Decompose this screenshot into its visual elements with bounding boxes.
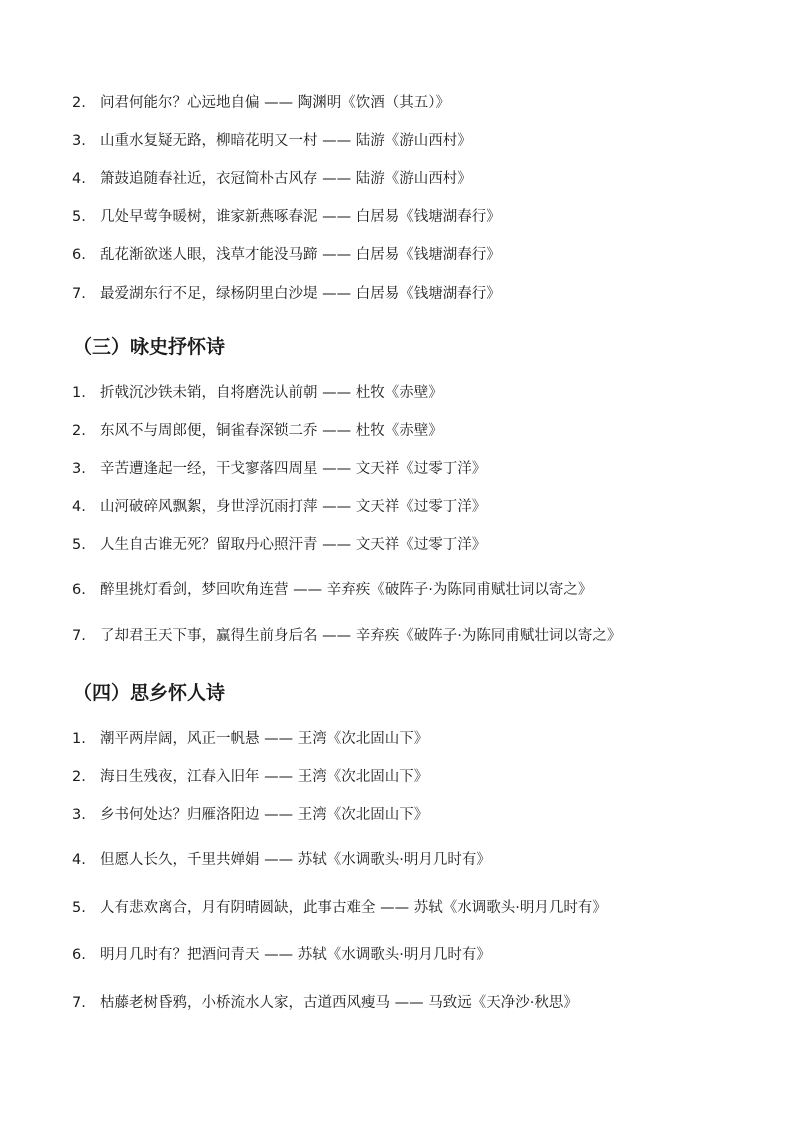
item-number: 2.: [72, 423, 86, 439]
item-number: 3.: [72, 133, 86, 149]
section-heading: （四）思乡怀人诗: [73, 682, 226, 704]
list-item: [72, 93, 450, 113]
item-number: 3.: [72, 807, 86, 823]
list-item: [72, 626, 621, 646]
item-text: 箫鼓追随春社近，衣冠简朴古风存 —— 陆游《游山西村》: [100, 171, 472, 187]
item-number: 6.: [72, 247, 86, 263]
section-heading: （三）咏史抒怀诗: [73, 336, 226, 358]
list-item: [72, 535, 486, 555]
item-text: 最爱湖东行不足，绿杨阴里白沙堤 —— 白居易《钱塘湖春行》: [100, 286, 501, 302]
item-text: 人有悲欢离合，月有阴晴圆缺，此事古难全 —— 苏轼《水调歌头·明月几时有》: [100, 900, 607, 916]
list-item: [72, 767, 428, 787]
item-number: 4.: [72, 171, 86, 187]
item-number: 4.: [72, 852, 86, 868]
list-item: [72, 207, 501, 227]
item-number: 5.: [72, 209, 86, 225]
item-text: 乱花渐欲迷人眼，浅草才能没马蹄 —— 白居易《钱塘湖春行》: [100, 247, 501, 263]
list-item: [72, 580, 592, 600]
list-item: [72, 805, 428, 825]
list-item: [72, 245, 501, 265]
item-number: 2.: [72, 95, 86, 111]
item-text: 海日生残夜，江春入旧年 —— 王湾《次北固山下》: [100, 769, 429, 785]
list-item: [72, 421, 443, 441]
list-item: [72, 945, 491, 965]
list-item: [72, 898, 607, 918]
list-item: [72, 497, 486, 517]
list-item: [72, 131, 472, 151]
item-number: 1.: [72, 731, 86, 747]
item-text: 东风不与周郎便，铜雀春深锁二乔 —— 杜牧《赤壁》: [100, 423, 443, 439]
list-item: [72, 383, 443, 403]
item-number: 7.: [72, 286, 86, 302]
list-item: [72, 459, 486, 479]
item-number: 1.: [72, 385, 86, 401]
item-text: 几处早莺争暖树，谁家新燕啄春泥 —— 白居易《钱塘湖春行》: [100, 209, 501, 225]
item-text: 折戟沉沙铁未销，自将磨洗认前朝 —— 杜牧《赤壁》: [100, 385, 443, 401]
item-text: 人生自古谁无死？留取丹心照汗青 —— 文天祥《过零丁洋》: [100, 537, 487, 553]
item-number: 7.: [72, 628, 86, 644]
item-number: 5.: [72, 537, 86, 553]
item-number: 4.: [72, 499, 86, 515]
item-text: 问君何能尔？心远地自偏 —— 陶渊明《饮酒（其五）》: [100, 95, 450, 111]
item-text: 乡书何处达？归雁洛阳边 —— 王湾《次北固山下》: [100, 807, 429, 823]
item-text: 枯藤老树昏鸦，小桥流水人家，古道西风瘦马 —— 马致远《天净沙·秋思》: [100, 995, 578, 1011]
item-text: 醉里挑灯看剑，梦回吹角连营 —— 辛弃疾《破阵子·为陈同甫赋壮词以寄之》: [100, 582, 593, 598]
item-number: 3.: [72, 461, 86, 477]
item-number: 7.: [72, 995, 86, 1011]
list-item: [72, 993, 578, 1013]
item-text: 辛苦遭逢起一经，干戈寥落四周星 —— 文天祥《过零丁洋》: [100, 461, 487, 477]
list-item: [72, 729, 428, 749]
item-text: 但愿人长久，千里共婵娟 —— 苏轼《水调歌头·明月几时有》: [100, 852, 491, 868]
list-item: [72, 169, 472, 189]
item-number: 5.: [72, 900, 86, 916]
item-number: 6.: [72, 582, 86, 598]
item-text: 了却君王天下事，赢得生前身后名 —— 辛弃疾《破阵子·为陈同甫赋壮词以寄之》: [100, 628, 622, 644]
item-number: 2.: [72, 769, 86, 785]
item-number: 6.: [72, 947, 86, 963]
list-item: [72, 284, 501, 304]
item-text: 明月几时有？把酒问青天 —— 苏轼《水调歌头·明月几时有》: [100, 947, 491, 963]
item-text: 山河破碎风飘絮，身世浮沉雨打萍 —— 文天祥《过零丁洋》: [100, 499, 487, 515]
item-text: 山重水复疑无路，柳暗花明又一村 —— 陆游《游山西村》: [100, 133, 472, 149]
list-item: [72, 850, 491, 870]
item-text: 潮平两岸阔，风正一帆悬 —— 王湾《次北固山下》: [100, 731, 429, 747]
